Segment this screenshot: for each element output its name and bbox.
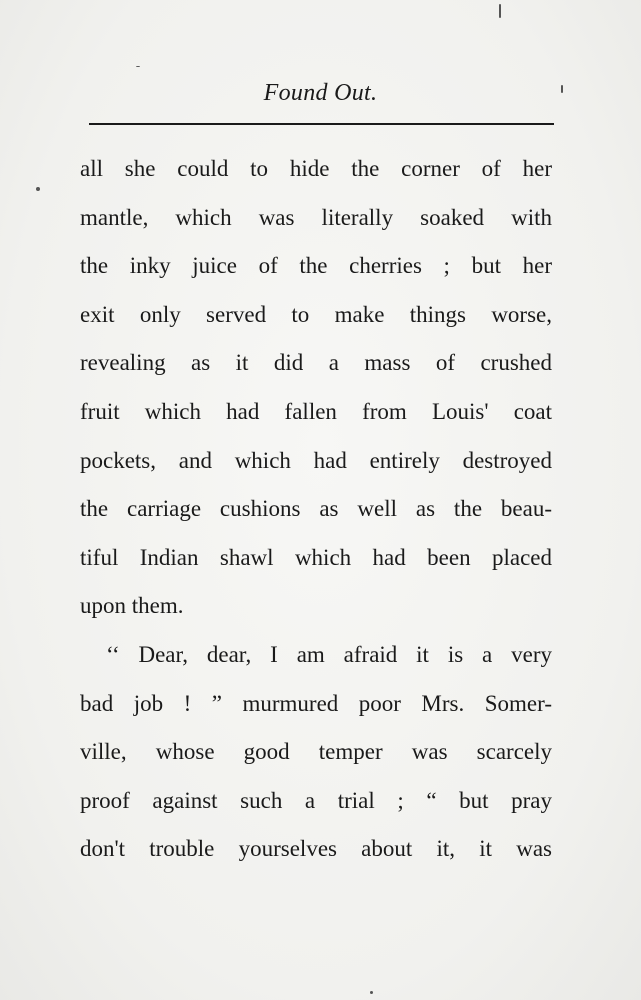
- text-line: fruit which had fallen from Louis' coat: [80, 398, 552, 424]
- text-line: ‘‘ Dear, dear, I am afraid it is a very: [106, 641, 552, 667]
- text-line: revealing as it did a mass of crushed: [80, 350, 552, 376]
- text-line: don't trouble yourselves about it, it was: [80, 836, 552, 862]
- paper-speck: [370, 991, 373, 994]
- running-head: Found Out.: [263, 80, 378, 106]
- text-line: mantle, which was literally soaked with: [80, 204, 552, 230]
- text-line: pockets, and which had entirely destroyed: [80, 447, 552, 473]
- paper-speck: [136, 66, 140, 67]
- text-line: upon them.: [80, 593, 184, 619]
- text-line: exit only served to make things worse,: [80, 301, 552, 327]
- header-rule: [89, 123, 554, 125]
- paper-speck: [36, 187, 40, 191]
- paper-speck: [499, 4, 501, 18]
- body-text: [80, 145, 552, 874]
- text-line: the inky juice of the cherries ; but her: [80, 253, 552, 279]
- text-line: the carriage cushions as well as the beau-: [80, 496, 552, 522]
- text-line: bad job ! ” murmured poor Mrs. Somer-: [80, 690, 552, 716]
- text-line: ville, whose good temper was scarcely: [80, 739, 552, 765]
- text-line: proof against such a trial ; “ but pray: [80, 787, 552, 813]
- text-line: all she could to hide the corner of her: [80, 156, 552, 181]
- paper-speck: [561, 85, 563, 93]
- text-line: tiful Indian shawl which had been placed: [80, 544, 552, 570]
